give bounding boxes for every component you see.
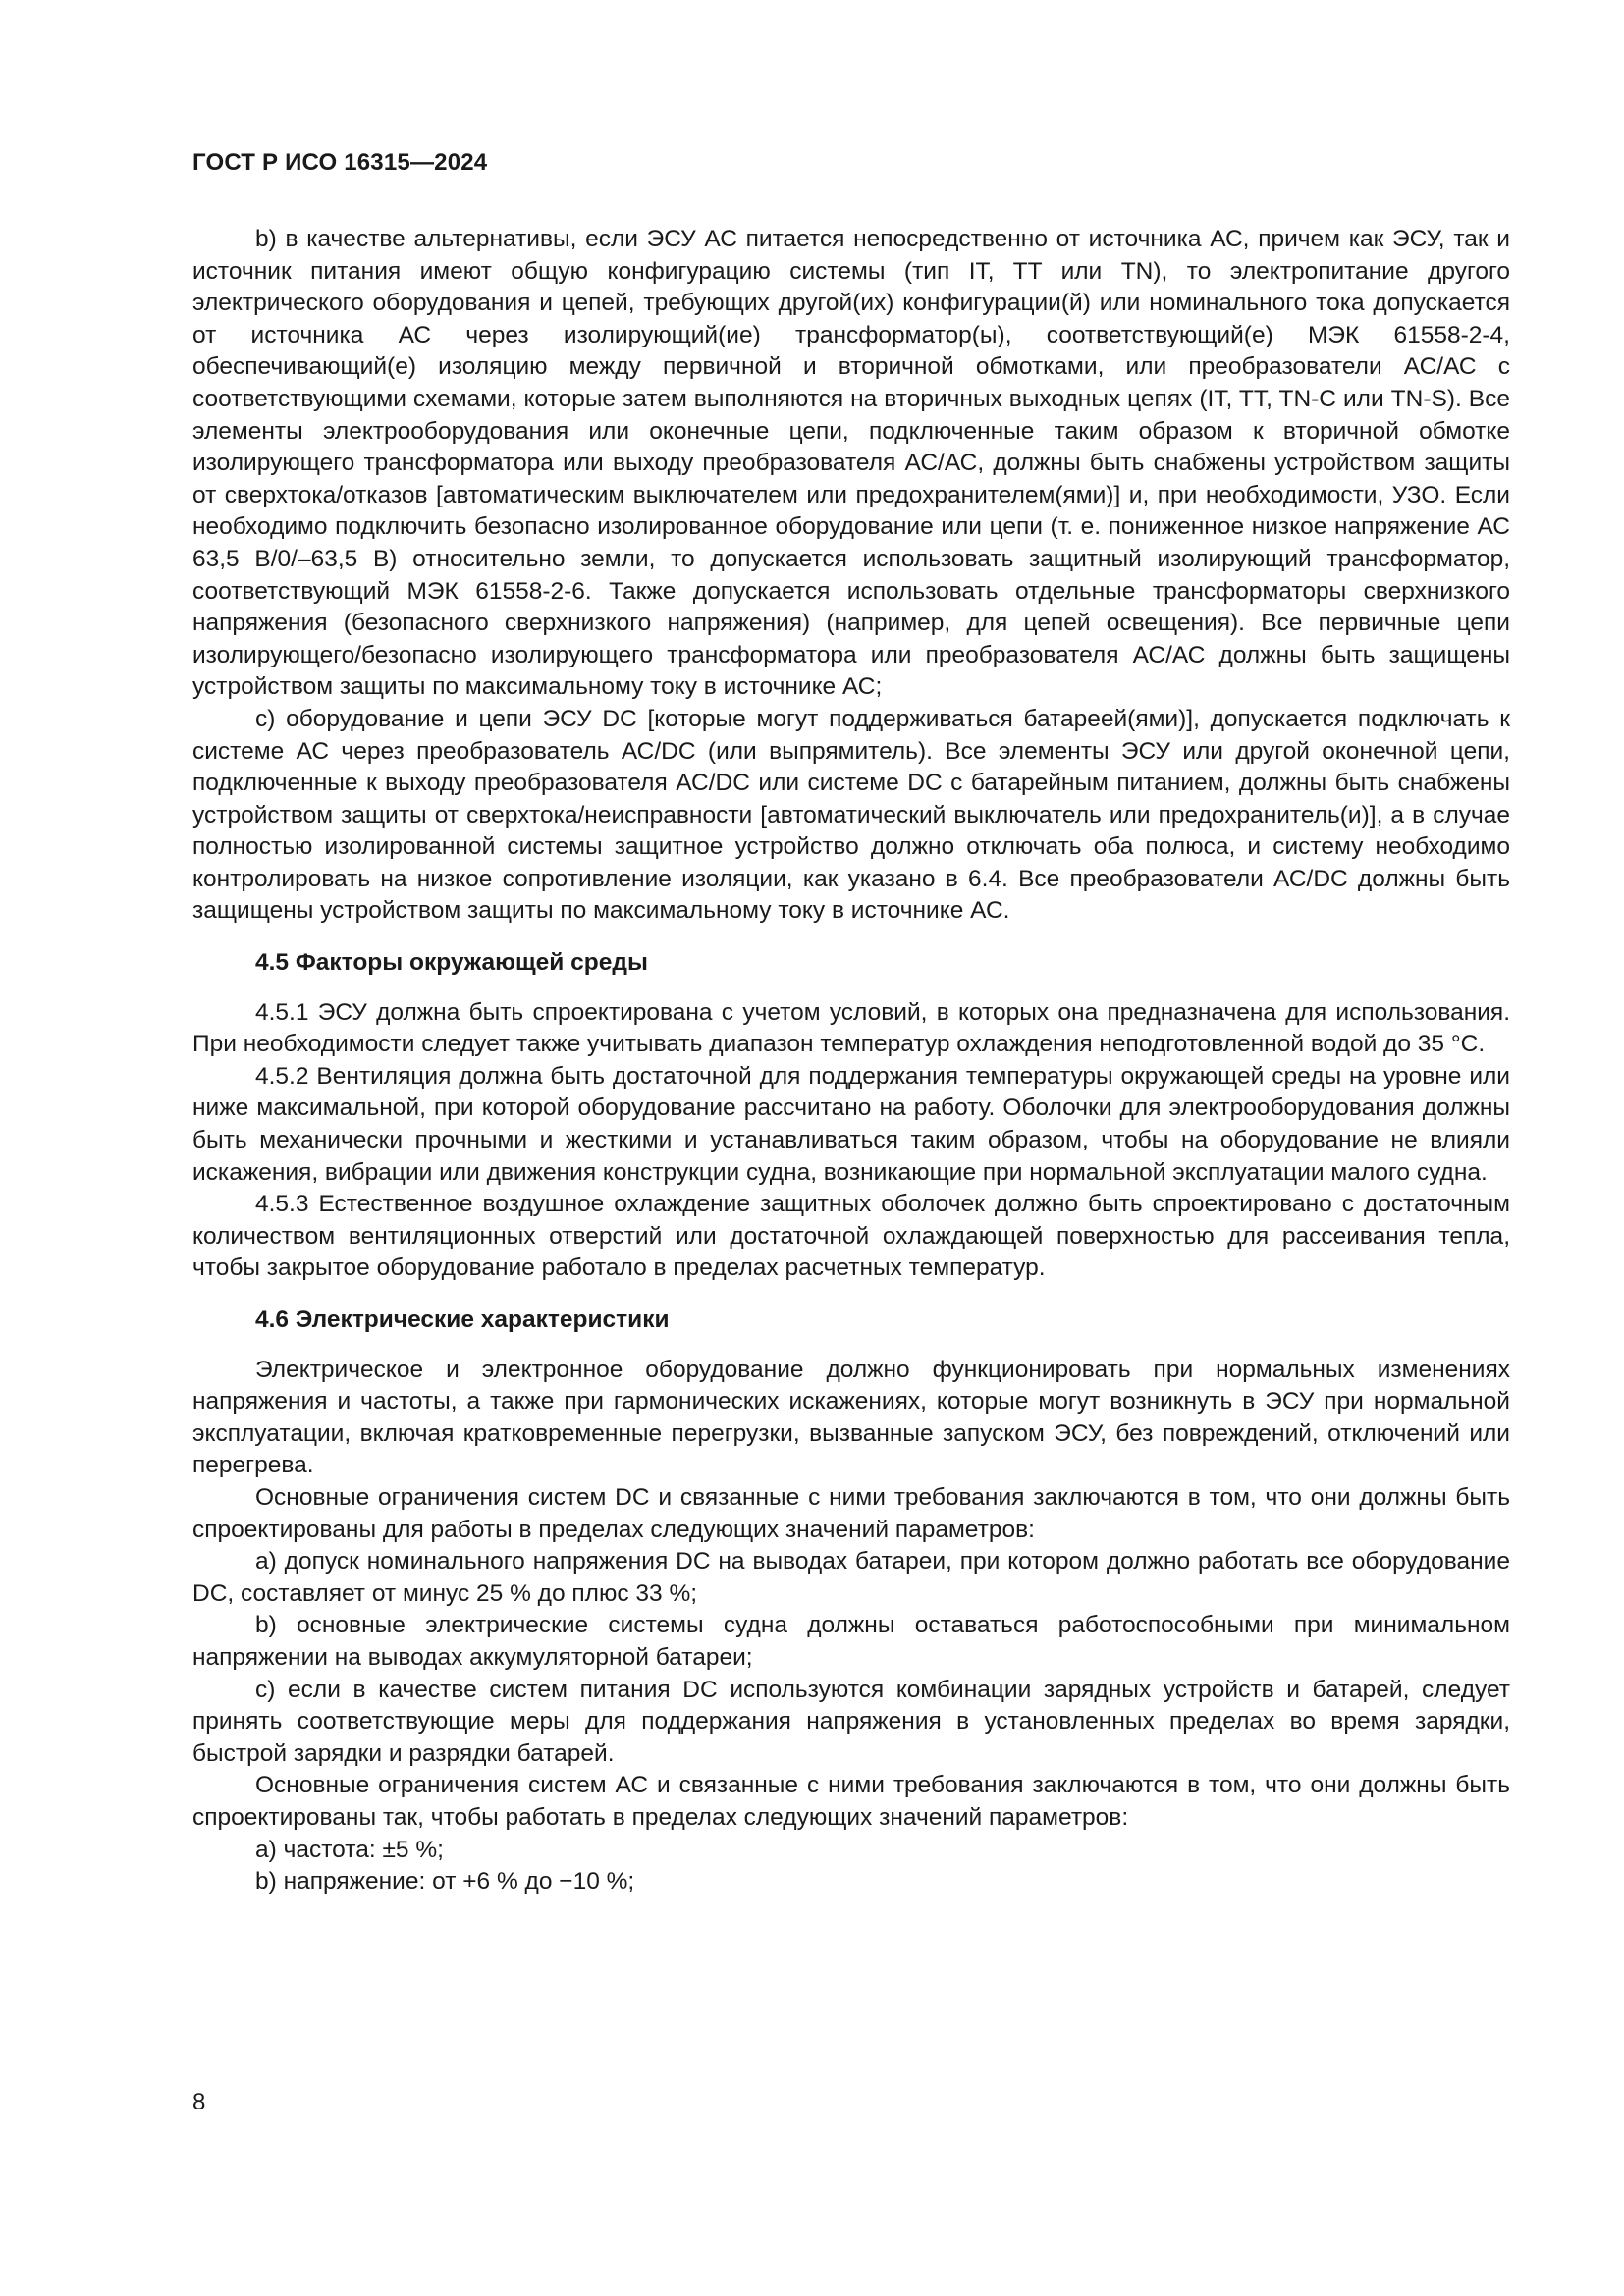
paragraph-4-6-ac-limits: Основные ограничения систем АС и связанные с ними требования заключаются в том, что они должны быть спроектированы так, чтобы работать в пределах следующих значений параметров: [192,1772,1510,1831]
section-heading-4-6: 4.6 Электрические характеристики [255,1307,670,1333]
paragraph-4-6-ac-b: b) напряжение: от +6 % до −10 %; [255,1868,635,1896]
paragraph-4-6-ac-a: a) частота: ±5 %; [255,1836,444,1863]
paragraph-item-c: c) оборудование и цепи ЭСУ DC [которые могут поддерживаться батареей(ями)], допускается подключать к системе АС через преобразователь АС/DC (или выпрямитель). Все элементы ЭСУ или другой оконечной цепи, подключенные к выходу преобразователя АС/DC или системе DC с батарейным питанием, должны быть снабжены устройством защиты от сверхтока/неисправности [автоматический выключатель или предохранитель(и)], а в случае полностью изолированной системы защитное устройство должно отключать оба полюса, и систему необходимо контролировать на низкое сопротивление изоляции, как указано в 6.4. Все преобразователи АС/DC должны быть защищены устройством защиты по максимальному току в источнике АС. [192,705,1510,925]
page-number: 8 [192,2089,206,2115]
page-content [192,224,1510,1898]
paragraph-4-5-3: 4.5.3 Естественное воздушное охлаждение защитных оболочек должно быть спроектировано с достаточным количеством вентиляционных отверстий или достаточной охлаждающей поверхностью для рассеивания тепла, чтобы закрытое оборудование работало в пределах расчетных температур. [192,1191,1510,1282]
paragraph-4-6-dc-limits: Основные ограничения систем DC и связанные с ними требования заключаются в том, что они должны быть спроектированы для работы в пределах следующих значений параметров: [192,1483,1510,1543]
paragraph-4-6-dc-a: a) допуск номинального напряжения DC на выводах батареи, при котором должно работать все оборудование DC, составляет от минус 25 % до плюс 33 %; [192,1548,1510,1607]
paragraph-4-5-2: 4.5.2 Вентиляция должна быть достаточной для поддержания температуры окружающей среды на уровне или ниже максимальной, при которой оборудование рассчитано на работу. Оболочки для электрооборудования должны быть механически прочными и жесткими и устанавливаться таким образом, чтобы на оборудование не влияли искажения, вибрации или движения конструкции судна, возникающие при нормальной эксплуатации малого судна. [192,1062,1510,1186]
paragraph-4-6-intro: Электрическое и электронное оборудование должно функционировать при нормальных изменениях напряжения и частоты, а также при гармонических искажениях, которые могут возникнуть в ЭСУ при нормальной эксплуатации, включая кратковременные перегрузки, вызванные запуском ЭСУ, без повреждений, отключений или перегрева. [192,1356,1510,1479]
section-heading-4-5: 4.5 Факторы окружающей среды [255,949,648,977]
paragraph-4-6-dc-c: c) если в качестве систем питания DC используются комбинации зарядных устройств и батарей, следует принять соответствующие меры для поддержания напряжения в установленных пределах во время зарядки, быстрой зарядки и разрядки батарей. [192,1676,1510,1767]
paragraph-item-b: b) в качестве альтернативы, если ЭСУ АС питается непосредственно от источника АС, причем как ЭСУ, так и источник питания имеют общую конфигурацию системы (тип IT, TT или TN), то электропитание другого электрического оборудования и цепей, требующих другой(их) конфигурации(й) или номинального тока допускается от источника АС через изолирующий(ие) трансформатор(ы), соответствующий(е) МЭК 61558-2-4, обеспечивающий(е) изоляцию между первичной и вторичной обмотками, или преобразователи АС/АС с соответствующими схемами, которые затем выполняются на вторичных выходных цепях (IT, TT, TN-C или TN-S). Все элементы электрооборудования или оконечные цепи, подключенные таким образом к вторичной обмотке изолирующего трансформатора или выходу преобразователя АС/АС, должны быть снабжены устройством защиты от сверхтока/отказов [автоматическим выключателем или предохранителем(ями)] и, при необходимости, УЗО. Если необходимо подключить безопасно изолированное оборудование или цепи (т. е. пониженное низкое напряжение АС 63,5 В/0/–63,5 В) относительно земли, то допускается использовать защитный изолирующий трансформатор, соответствующий МЭК 61558-2-6. Также допускается использовать отдельные трансформаторы сверхнизкого напряжения (безопасного сверхнизкого напряжения) (например, для цепей освещения). Все первичные цепи изолирующего/безопасно изолирующего трансформатора или преобразователя АС/АС должны быть защищены устройством защиты по максимальному току в источнике АС; [192,226,1510,701]
paragraph-4-5-1: 4.5.1 ЭСУ должна быть спроектирована с учетом условий, в которых она предназначена для использования. При необходимости следует также учитывать диапазон температур охлаждения неподготовленной водой до 35 °С. [192,998,1510,1058]
document-header: ГОСТ Р ИСО 16315—2024 [192,149,488,176]
paragraph-4-6-dc-b: b) основные электрические системы судна должны оставаться работоспособными при минимальном напряжении на выводах аккумуляторной батареи; [192,1612,1510,1671]
